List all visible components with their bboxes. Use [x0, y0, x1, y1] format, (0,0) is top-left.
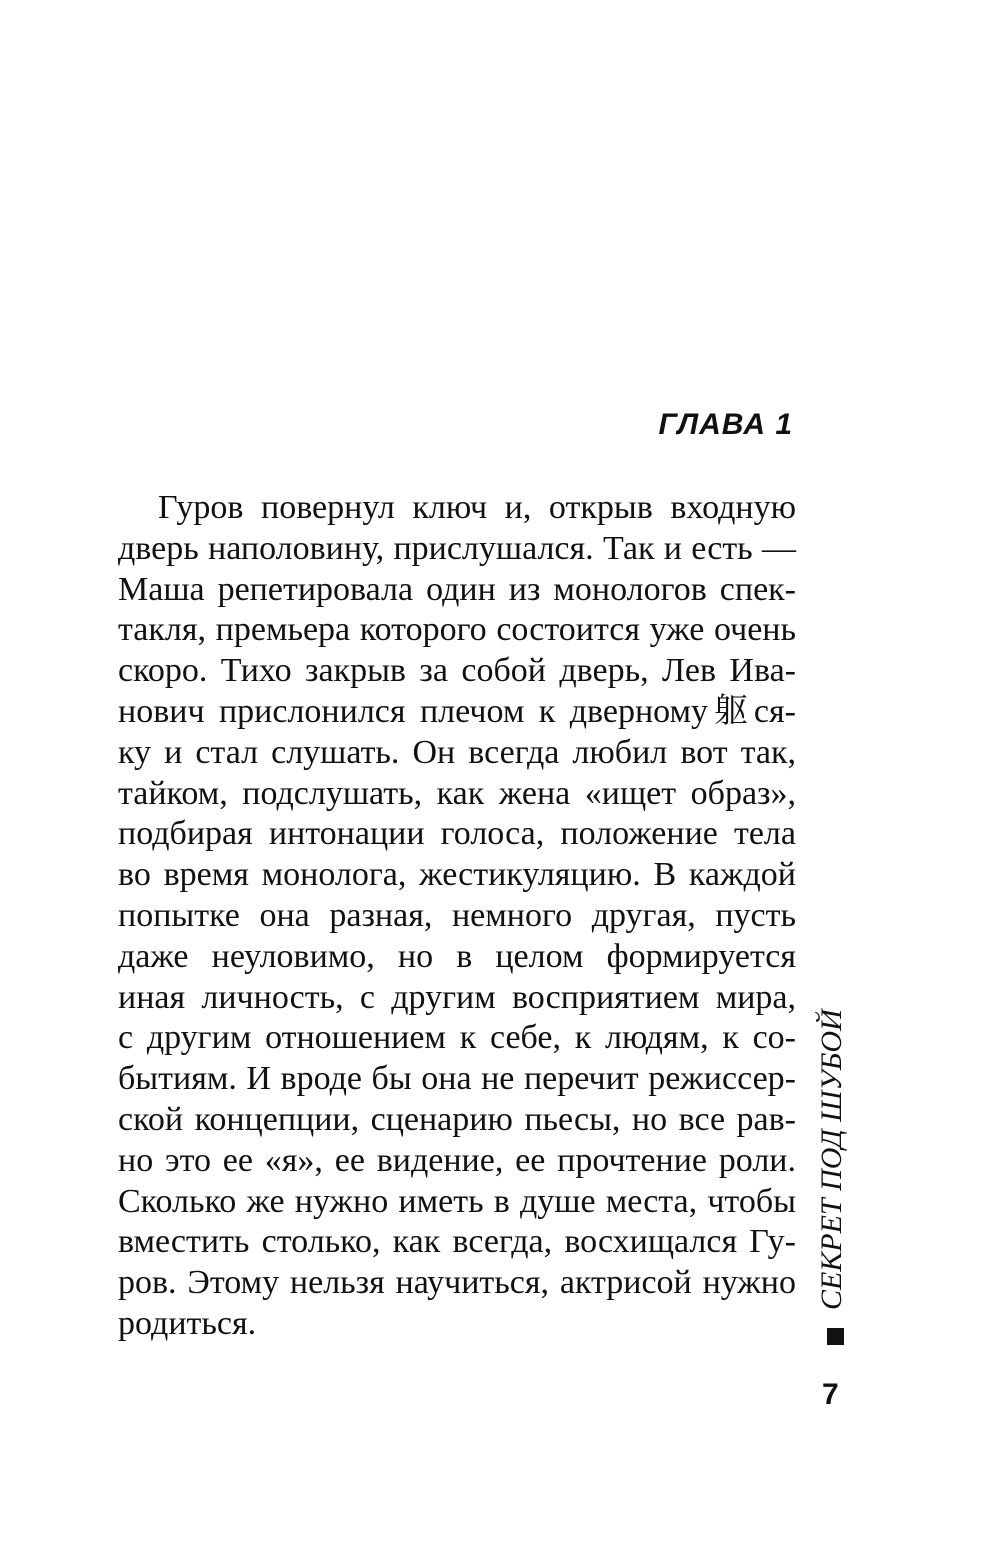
text-line: дверь наполовину, прислушался. Так и есть —	[118, 529, 796, 567]
text-line: бытиям. И вроде бы она не перечит режиссер-	[118, 1060, 796, 1098]
text-line: ской концепции, сценарию пьесы, но все рав-	[118, 1100, 796, 1138]
text-line: ку и стал слушать. Он всегда любил вот так,	[118, 733, 796, 771]
text-line: попытке она разная, немного другая, пусть	[118, 896, 796, 934]
text-line: во время монолога, жестикуляцию. В каждой	[118, 856, 796, 894]
text-line: тайком, подслушать, как жена «ищет образ»,	[118, 774, 796, 812]
text-line: но это ее «я», ее видение, ее прочтение роли.	[118, 1141, 796, 1179]
page-number: 7	[822, 1378, 839, 1411]
text-line: Гуров повернул ключ и, открыв входную	[158, 489, 796, 526]
text-line: Сколько же нужно иметь в душе места, чтобы	[118, 1182, 796, 1220]
text-line: нович прислонился плечом к дверному躯ся-	[118, 692, 796, 730]
text-line: с другим отношением к себе, к людям, к со-	[118, 1019, 796, 1057]
text-line: иная личность, с другим восприятием мира,	[118, 978, 796, 1016]
text-line: такля, премьера которого состоится уже очень	[118, 611, 796, 649]
text-line: даже неуловимо, но в целом формируется	[118, 937, 796, 975]
text-line: вместить столько, как всегда, восхищался Гу-	[118, 1223, 796, 1261]
text-line: родиться.	[118, 1304, 257, 1342]
body-text	[118, 488, 796, 1345]
text-line: ров. Этому нельзя научиться, актрисой нужно	[118, 1264, 796, 1302]
chapter-heading: ГЛАВА 1	[658, 408, 793, 441]
running-title: СЕКРЕТ ПОД ШУБОЙ	[815, 1009, 848, 1310]
text-line: скоро. Тихо закрыв за собой дверь, Лев Ива-	[118, 652, 796, 690]
text-line: подбирая интонации голоса, положение тела	[118, 815, 796, 853]
text-line: Маша репетировала один из монологов спек-	[118, 570, 796, 608]
square-marker-icon	[827, 1328, 844, 1345]
